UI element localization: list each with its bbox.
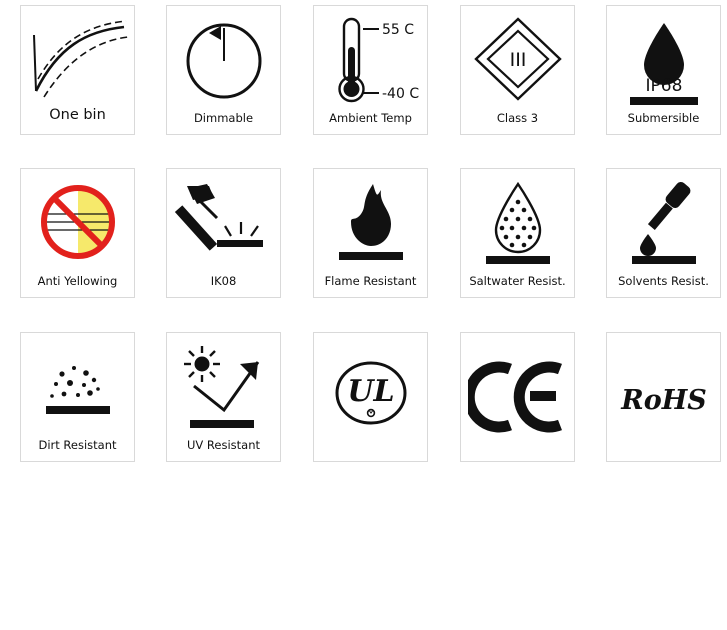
flame-icon <box>314 169 427 275</box>
badge-ik08 <box>166 168 281 298</box>
badge-caption: Saltwater Resist. <box>469 274 566 289</box>
badge-caption: UV Resistant <box>186 438 261 453</box>
class-diamond-icon <box>461 6 574 112</box>
badge-anti-yellowing <box>20 168 135 298</box>
badge-flame-resistant <box>313 168 428 298</box>
water-drop-icon <box>607 6 720 112</box>
badge-one-bin <box>20 5 135 135</box>
badge-dirt-resistant <box>20 332 135 462</box>
badge-caption: Dimmable <box>193 111 254 126</box>
badge-rohs <box>606 332 721 462</box>
dimmer-knob-icon <box>167 6 280 112</box>
ul-mark-label: UL <box>346 373 395 409</box>
badge-caption: Anti Yellowing <box>37 274 118 289</box>
badge-ce-mark <box>460 332 575 462</box>
no-yellowing-icon <box>21 169 134 275</box>
ce-mark-icon <box>461 333 574 461</box>
pipette-drop-icon <box>607 169 720 275</box>
badge-caption: Submersible <box>627 111 700 126</box>
ul-mark-icon <box>314 333 427 452</box>
thermometer-icon <box>314 6 427 112</box>
sun-arrow-icon <box>167 333 280 439</box>
badge-caption: Ambient Temp <box>329 111 412 126</box>
badge-caption <box>314 452 427 461</box>
badge-uv-resistant <box>166 332 281 462</box>
badge-caption: IK08 <box>210 274 237 289</box>
hammer-impact-icon <box>167 169 280 275</box>
ip-rating-label: IP68 <box>645 76 682 97</box>
rohs-mark-label: RoHS <box>620 385 707 416</box>
badge-saltwater-resistant <box>460 168 575 298</box>
badge-caption: Class 3 <box>496 111 539 126</box>
temp-high-label: 55 C <box>381 22 414 39</box>
rohs-mark-icon <box>607 333 720 461</box>
badge-caption: Flame Resistant <box>324 274 417 289</box>
saltwater-drop-icon <box>461 169 574 275</box>
badge-ambient-temp <box>313 5 428 135</box>
badge-submersible <box>606 5 721 135</box>
dust-particles-icon <box>21 333 134 439</box>
badge-caption: One bin <box>49 107 106 124</box>
badge-solvents-resistant <box>606 168 721 298</box>
binning-curve-icon <box>21 6 134 108</box>
badge-caption: Solvents Resist. <box>618 274 709 289</box>
class-mark-label: III <box>509 49 526 72</box>
badge-ul-listed <box>313 332 428 462</box>
temp-low-label: -40 C <box>381 86 419 103</box>
badge-class-3 <box>460 5 575 135</box>
badge-dimmable <box>166 5 281 135</box>
badge-caption: Dirt Resistant <box>38 438 117 453</box>
